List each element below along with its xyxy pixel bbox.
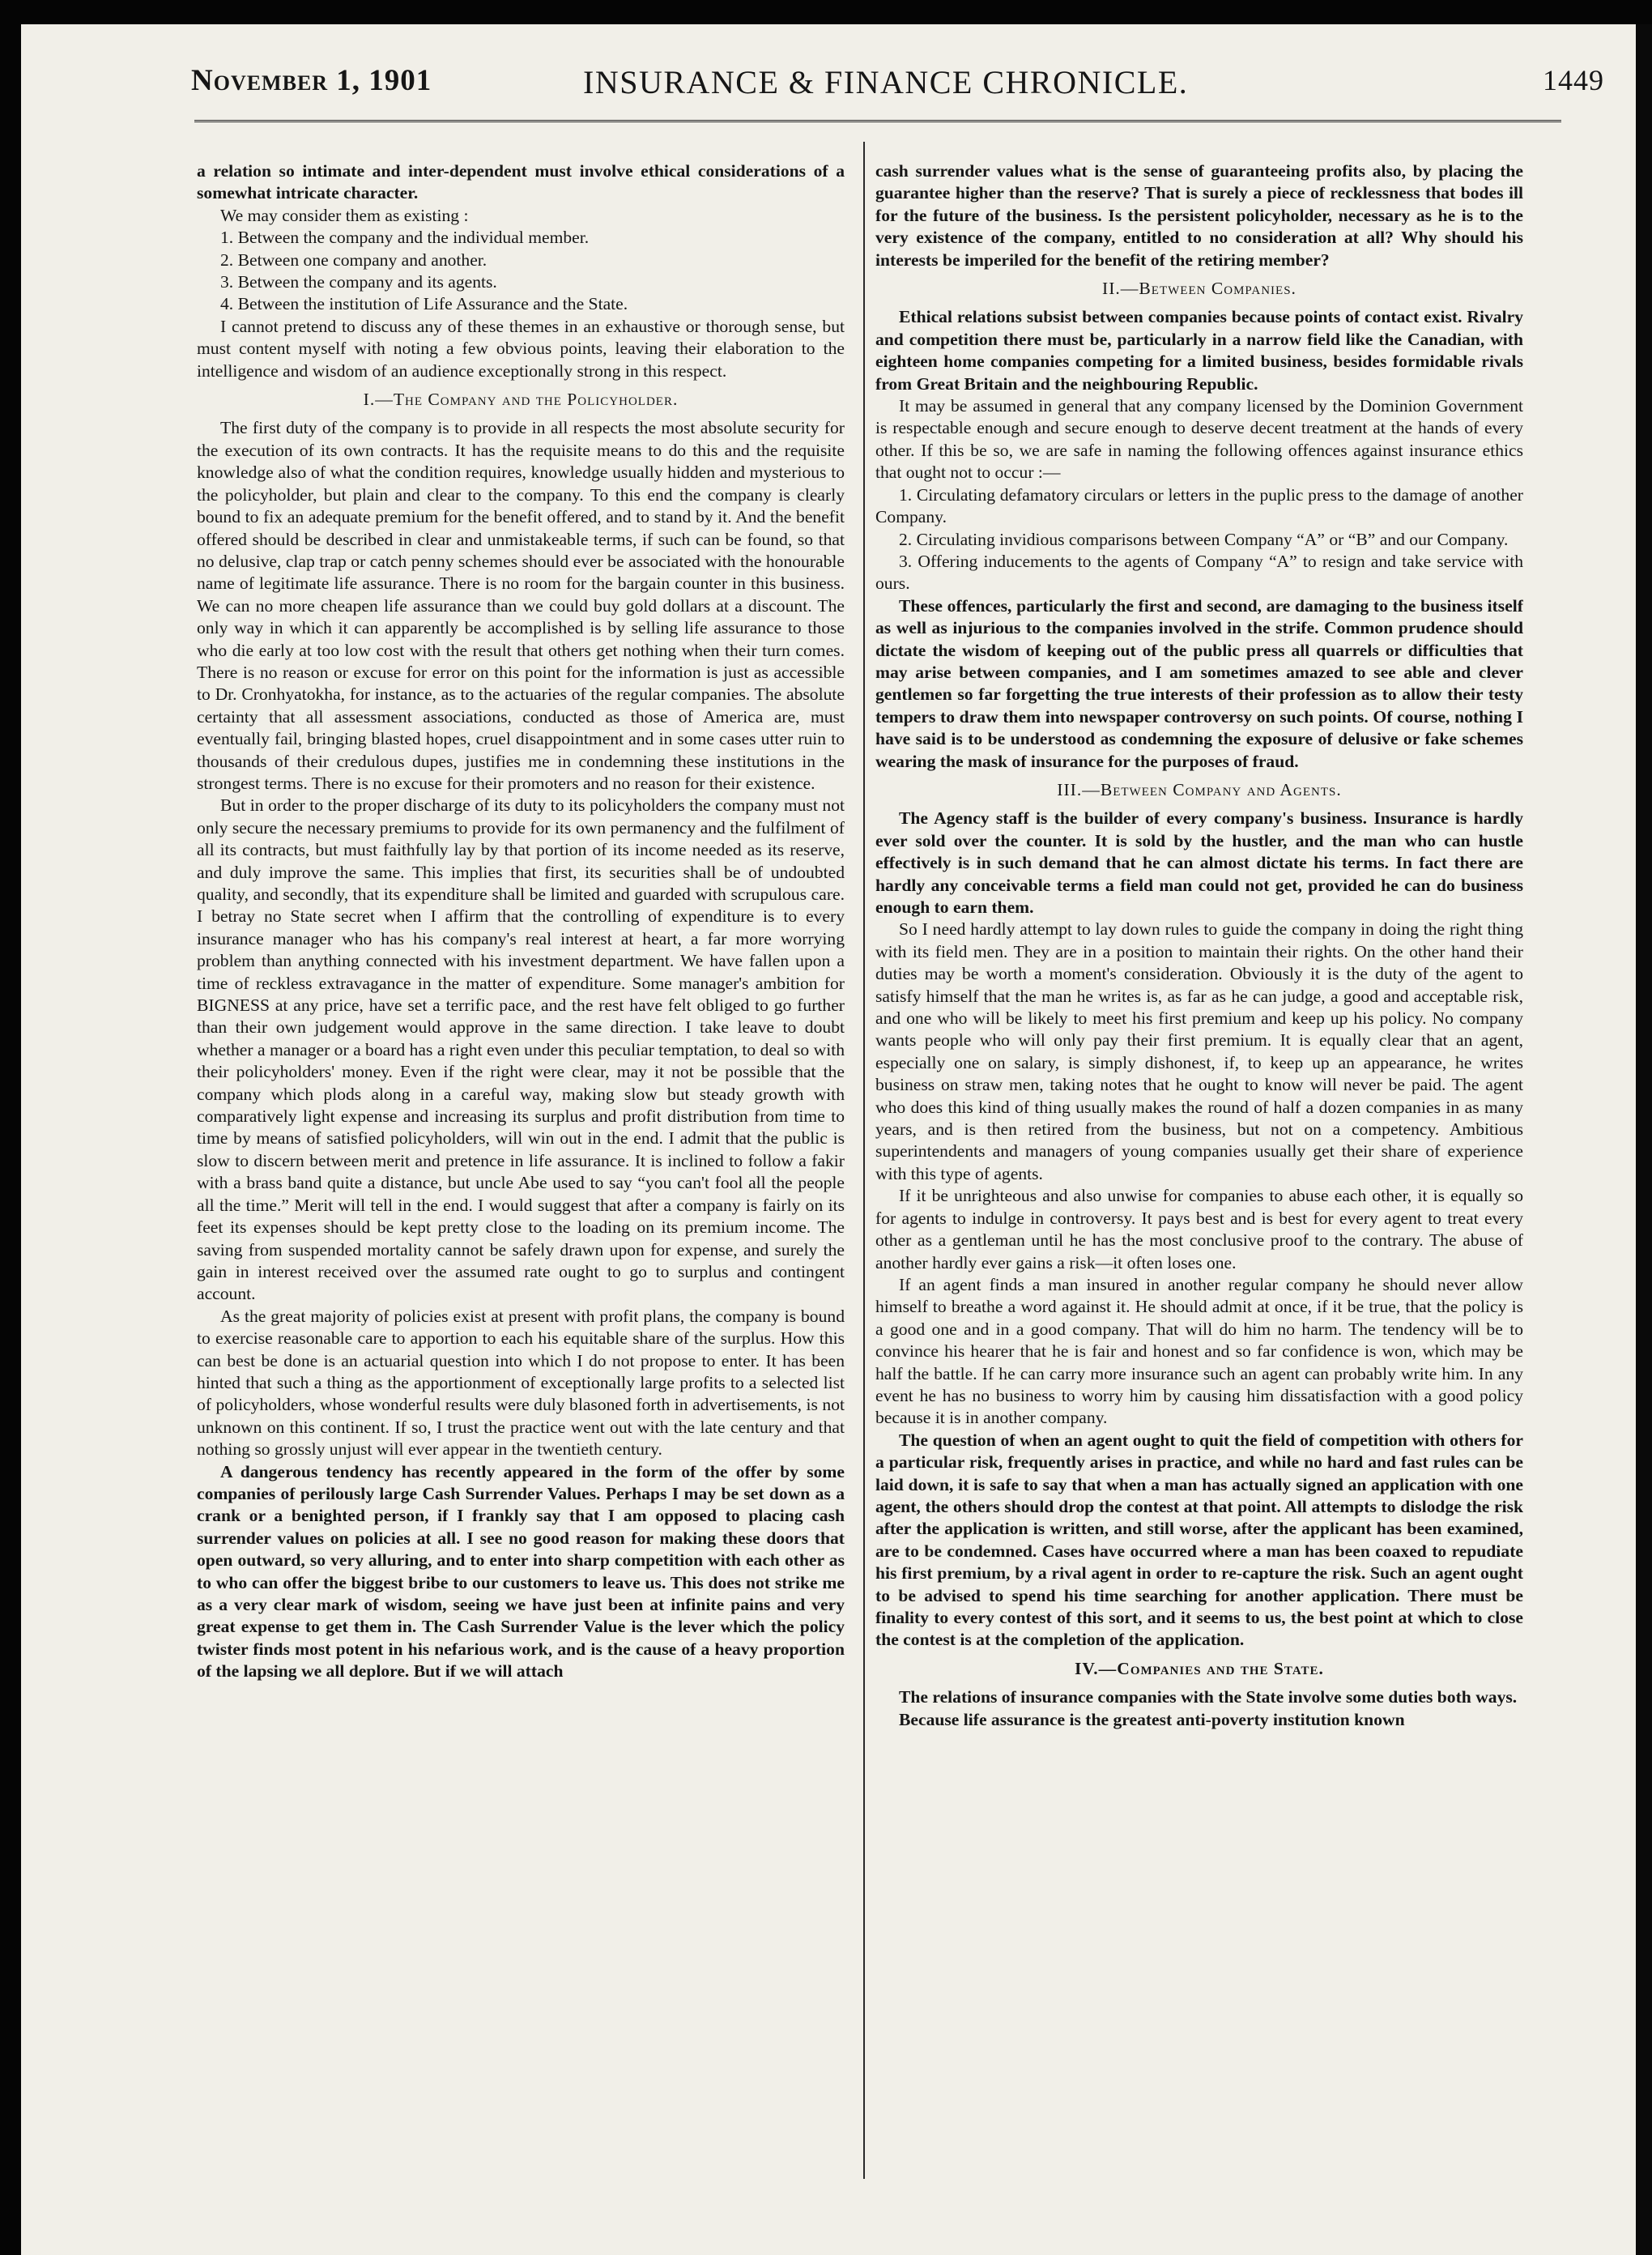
offence-item: 1. Circulating defamatory circulars or letters in the puplic press to the damage of another Company. (875, 484, 1523, 527)
left-scan-border (0, 0, 21, 2255)
header-rule (194, 120, 1561, 122)
section-heading-companies: II.—Between Companies. (1102, 279, 1296, 299)
body-paragraph: The first duty of the company is to provide in all respects the most absolute security for the execution of its own contracts. It has the requisite means to do this and the requisite knowledge also of what the condition requires, knowledge usually hidden and mysterious to the policyholder, but plain and clear to the company. To this end the company is clearly bound to fix an adequate premium for the benefit offered, and to stand by it. And the benefit offered should be described in clear and unmistakeable terms, if such can be found, so that no delusive, clap trap or catch penny schemes should ever be associated with the honourable name of legitimate life assurance. There is no room for the bargain counter in this business. We can no more cheapen life assurance than we could buy gold dollars at a discount. The only way in which it can apparently be accomplished is by selling life assurance to those who die early at too low cost with the result that others get nothing when their turn comes. There is no reason or excuse for error on this point for the information is just as accessible to Dr. Cronhyatokha, for instance, as to the actuaries of the regular companies. The absolute certainty that all assessment associations, conducted as those of America are, must eventually fail, bringing blasted hopes, cruel disappointment and in some cases utter ruin to thousands of their credulous dupes, justifies me in condemning these institutions in the strongest terms. There is no excuse for their promoters and no reason for their existence. (197, 418, 845, 793)
section-heading-state: IV.—Companies and the State. (1075, 1658, 1324, 1678)
relation-item: 2. Between one company and another. (220, 249, 488, 270)
body-paragraph: Ethical relations subsist between companies because points of contact exist. Rivalry and competition there must be, particularly in a narrow field like the Canadian, with eighteen home companies competing for a limited business, besides formidable rivals from Great Britain and the neighbouring Republic. (875, 307, 1523, 394)
body-paragraph: Because life assurance is the greatest anti-poverty institution known (899, 1709, 1405, 1729)
pretend-paragraph: I cannot pretend to discuss any of these themes in an exhaustive or thorough sense, but must content myself with noting a few obvious points, leaving their elaboration to the intelligence and wisdom of an audience exceptionally strong in this respect. (197, 316, 845, 381)
body-paragraph: It may be assumed in general that any company licensed by the Dominion Government is respectable enough and secure enough to deserve decent treatment at the hands of every other. If this be so, we are safe in naming the following offences against insurance ethics that ought not to occur :— (875, 396, 1523, 483)
section-heading-agents: III.—Between Company and Agents. (1057, 779, 1342, 799)
offence-item: 3. Offering inducements to the agents of Company “A” to resign and take service with ours. (875, 551, 1523, 594)
relation-item: 4. Between the institution of Life Assurance and the State. (220, 294, 628, 314)
left-column (197, 160, 845, 2185)
body-paragraph: But in order to the proper discharge of its duty to its policyholders the company must not only secure the necessary premiums to provide for its own permanency and the fulfilment of all its contracts, but must faithfully lay by that portion of its income needed as its reserve, and duly improve the same. This implies that first, its securities shall be of undoubted quality, and secondly, that its expenditure shall be limited and guarded with scrupulous care. I betray no State secret when I affirm that the controlling of expenditure is to every insurance manager who has his company's real interest at heart, a far more worrying problem than anything connected with his investment department. We have fallen upon a time of reckless extravagance in the matter of expenditure. Some manager's ambition for BIGNESS at any price, have set a terrific pace, and the rest have felt obliged to go further than their own judgement would approve in the same direction. I take leave to doubt whether a manager or a board has a right even under this peculiar temptation, to deal so with their policyholders' money. Even if the right were clear, may it not be possible that the company which plods along in a careful way, making slow but steady growth with comparatively light expense and increasing its surplus and profit distribution from time to time by means of satisfied policyholders, will win out in the end. I admit that the public is slow to discern between merit and pretence in life assurance. It is inclined to follow a fakir with a brass band quite a distance, but uncle Abe used to say “you can't fool all the people all the time.” Merit will tell in the end. I would suggest that after a company is fairly on its feet its expenses should be kept pretty close to the loading on its premium income. The saving from suspended mortality cannot be safely drawn upon for expense, and surely the gain in interest received over the assumed rate ought to go to surplus and contingent account. (197, 795, 845, 1304)
section-heading-policyholder: I.—The Company and the Policyholder. (363, 390, 679, 410)
top-scan-border (0, 0, 1652, 24)
consider-line: We may consider them as existing : (220, 205, 469, 225)
offence-item: 2. Circulating invidious comparisons between Company “A” or “B” and our Company. (899, 529, 1509, 549)
body-paragraph: These offences, particularly the first and second, are damaging to the business itself as well as injurious to the companies involved in the strife. Common prudence should dictate the wisdom of keeping out of the public press all quarrels or difficulties that may arise between companies, and I am sometimes amazed to see able and clever gentlemen so far forgetting the true interests of their profession as to allow their testy tempers to draw them into newspaper controversy on such points. Of course, nothing I have said is to be understood as condemning the exposure of delusive or fake schemes wearing the mask of insurance for the purposes of fraud. (875, 595, 1523, 771)
body-paragraph: The question of when an agent ought to quit the field of competition with others for a particular risk, frequently arises in practice, and while no hard and fast rules can be laid down, it is safe to say that when a man has actually signed an application with one agent, the others should drop the contest at that point. All attempts to dislodge the risk after the application is written, and still worse, after the applicant has been examined, are to be condemned. Cases have occurred where a man has been coaxed to repudiate his first premium, by a rival agent in order to re-capture the risk. Such an agent ought to be advised to spend his time searching for another application. There must be finality to every contest of this sort, and it seems to us, the best point at which to close the contest is at the completion of the application. (875, 1430, 1523, 1650)
intro-paragraph: a relation so intimate and inter-dependent must involve ethical considerations of a somewhat intricate character. (197, 161, 845, 203)
body-paragraph: As the great majority of policies exist at present with profit plans, the company is bound to exercise reasonable care to apportion to each his equitable share of the surplus. How this can best be done is an actuarial question into which I do not propose to enter. It has been hinted that such a thing as the apportionment of exceptionally large profits to a selected list of policyholders, whose wonderful results were duly blasoned forth in advertisements, is not unknown on this continent. If so, I trust the practice went out with the late century and that nothing so grossly unjust will ever appear in the twentieth century. (197, 1306, 845, 1460)
column-rule (863, 142, 865, 2179)
body-paragraph: The Agency staff is the builder of every company's business. Insurance is hardly ever sold over the counter. It is sold by the hustler, and the man who can hustle effectively is in such demand that he can almost dictate his terms. In fact there are hardly any conceivable terms a field man could not get, provided he can do business enough to earn them. (875, 808, 1523, 917)
body-paragraph: If it be unrighteous and also unwise for companies to abuse each other, it is equally so for agents to indulge in controversy. It pays best and is best for every agent to treat every other as a gentleman until he has the most conclusive proof to the contrary. The abuse of another hardly ever gains a risk—it often loses one. (875, 1186, 1523, 1272)
body-paragraph: A dangerous tendency has recently appeared in the form of the offer by some companies of perilously large Cash Surrender Values. Perhaps I may be set down as a crank or a benighted person, if I frankly say that I am opposed to placing cash surrender values on policies at all. I see no good reason for making these doors that open outward, so very alluring, and to enter into sharp competition with each other as to who can offer the biggest bribe to our customers to leave us. This does not strike me as a very clear mark of wisdom, seeing we have just been at infinite pains and very great expense to get them in. The Cash Surrender Value is the lever which the policy twister finds most potent in his nefarious work, and is the cause of a heavy proportion of the lapsing we all deplore. But if we will attach (197, 1461, 845, 1682)
right-column (875, 160, 1523, 2185)
body-paragraph: So I need hardly attempt to lay down rules to guide the company in doing the right thing with its field men. They are in a position to maintain their rights. On the other hand their duties may be worth a moment's consideration. Obviously it is the duty of the agent to satisfy himself that the man he writes is, as far as he can judge, a good and acceptable risk, and one who will be likely to meet his first premium and keep up his policy. No company wants people who will only pay their first premium. It is equally clear that an agent, especially one on salary, is simply dishonest, if, to keep up an appearance, he writes business on straw men, taking notes that he ought to know will never be paid. The agent who does this kind of thing usually makes the round of half a dozen companies in as many years, and is then retired from the business, but not on a competency. Ambitious superintendents and managers of young companies usually get their share of experience with this type of agents. (875, 919, 1523, 1183)
continuation-paragraph: cash surrender values what is the sense of guaranteeing profits also, by placing the guarantee higher than the reserve? That is surely a piece of recklessness that bodes ill for the future of the business. Is the persistent policyholder, necessary as he is to the very existence of the company, entitled to no consideration at all? Why should his interests be imperiled for the benefit of the retiring member? (875, 161, 1523, 270)
body-paragraph: The relations of insurance companies with the State involve some duties both ways. (899, 1687, 1518, 1707)
body-paragraph: If an agent finds a man insured in another regular company he should never allow himself to breathe a word against it. He should admit at once, if it be true, that the policy is a good one and in a good company. That will do him no harm. The tendency will be to convince his hearer that he is fair and honest and so far confidence is won, which may be half the battle. If he can carry more insurance such an agent can probably write him. In any event he has no business to worry him by causing him dissatisfaction with a good policy because it is in another company. (875, 1274, 1523, 1428)
issue-date: November 1, 1901 (191, 64, 432, 97)
publication-title: INSURANCE & FINANCE CHRONICLE. (583, 64, 1189, 100)
relation-item: 3. Between the company and its agents. (220, 272, 497, 292)
page-number: 1449 (1543, 64, 1604, 96)
relation-item: 1. Between the company and the individual member. (220, 228, 590, 248)
